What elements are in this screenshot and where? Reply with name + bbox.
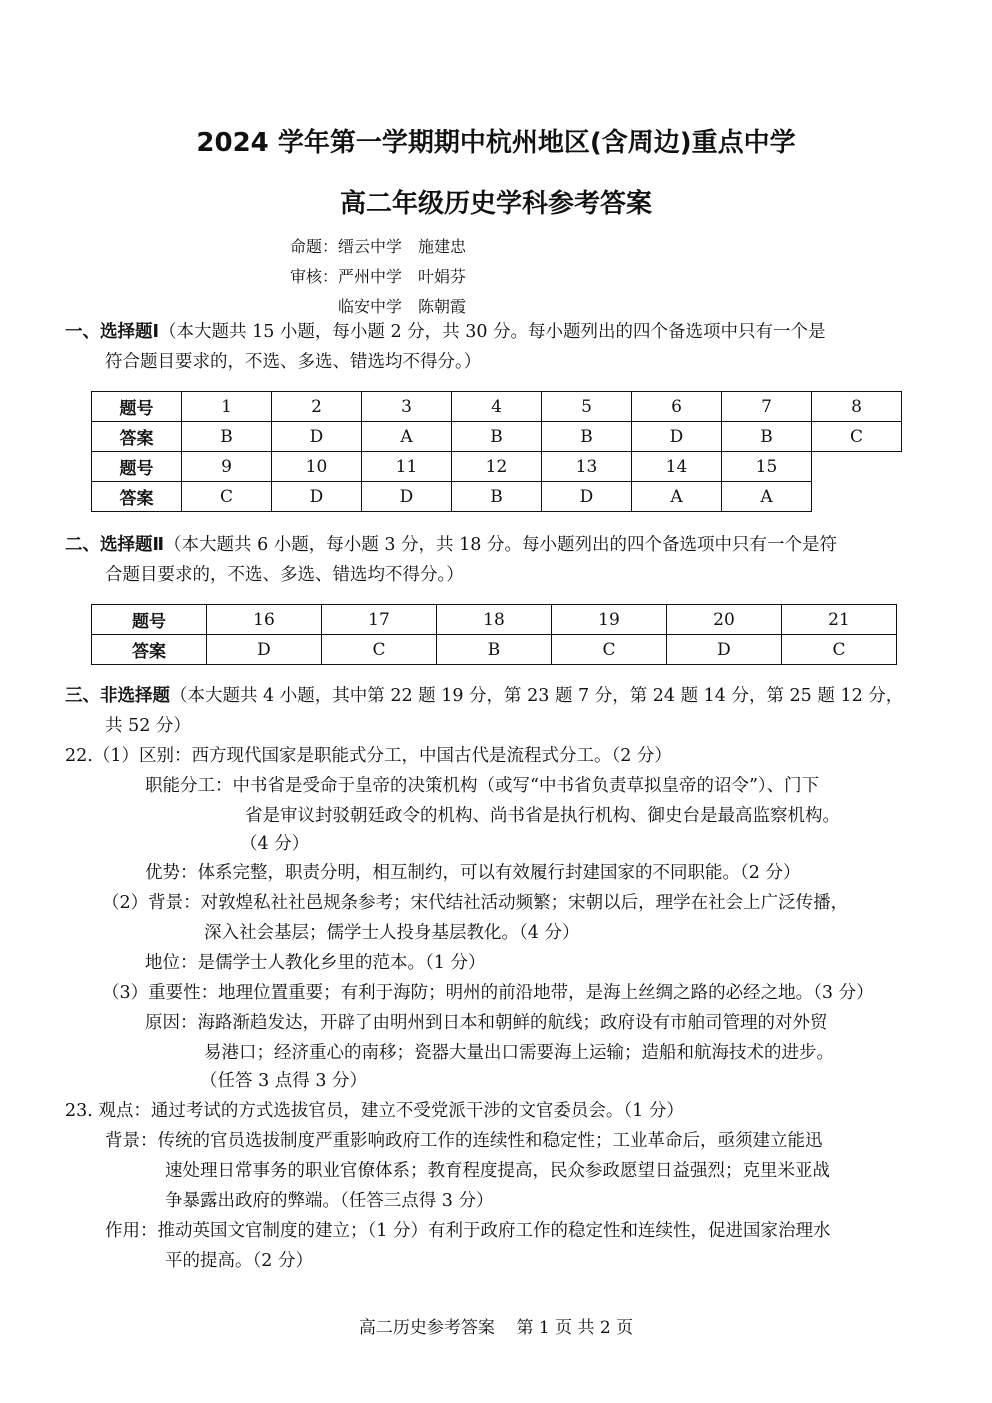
q23-line: 争暴露出政府的弊端。（任答三点得 3 分） [165,1191,494,1211]
credit-role: 审核： [290,267,339,286]
table-label: 题号 [92,452,182,482]
table-cell: 20 [667,605,782,635]
q22-line: 地位：是儒学士人教化乡里的范本。（1 分） [145,953,486,973]
section1-desc: （本大题共 15 小题，每小题 2 分，共 30 分。每小题列出的四个备选项中只有一个是 [159,322,826,342]
table-cell: C [812,422,902,452]
table-cell: D [632,422,722,452]
q22-line: 优势：体系完整，职责分明，相互制约，可以有效履行封建国家的不同职能。（2 分） [145,863,801,883]
table-cell: D [542,482,632,512]
table-cell: B [437,635,552,665]
credits [290,232,466,322]
table-empty-cell [812,452,902,482]
table-cell: A [632,482,722,512]
table-cell: 6 [632,392,722,422]
q22-line: 深入社会基层；儒学士人投身基层教化。（4 分） [204,923,580,943]
table-label: 答案 [92,422,182,452]
q23-line: 作用：推动英国文官制度的建立；（1 分）有利于政府工作的稳定性和连续性，促进国家治理水 [105,1221,831,1241]
table-cell: 5 [542,392,632,422]
table-cell: 19 [552,605,667,635]
q23-line: 23. 观点：通过考试的方式选拔官员，建立不受党派干涉的文官委员会。（1 分） [65,1101,684,1121]
table-cell: D [272,482,362,512]
table-row [92,452,902,482]
page-footer: 高二历史参考答案 第 1 页 共 2 页 [358,1318,634,1338]
q22-line: 职能分工：中书省是受命于皇帝的决策机构（或写“中书省负责草拟皇帝的诏令”）、门下 [145,776,820,796]
q22-line: 省是审议封驳朝廷政令的机构、尚书省是执行机构、御史台是最高监察机构。 [245,806,840,826]
answer-table-2 [91,604,897,665]
q22-line: 原因：海路渐趋发达，开辟了由明州到日本和朝鲜的航线；政府设有市舶司管理的对外贸 [145,1013,828,1033]
page-subtitle: 高二年级历史学科参考答案 [339,189,652,219]
table-label: 答案 [92,482,182,512]
section2-heading [65,530,837,560]
table-cell: D [207,635,322,665]
table-cell: C [782,635,897,665]
section1-heading [65,317,826,347]
q22-line: （任答 3 点得 3 分） [200,1071,368,1091]
table-cell: 8 [812,392,902,422]
table-cell: 13 [542,452,632,482]
section1-desc-cont: 符合题目要求的，不选、多选、错选均不得分。） [105,352,482,372]
section2-title: 二、选择题Ⅱ [65,535,165,555]
credit-school: 严州中学 [338,267,403,286]
q23-line: 平的提高。（2 分） [165,1251,313,1271]
credit-row [290,262,466,292]
table-empty-cell [812,482,902,512]
table-cell: 15 [722,452,812,482]
credit-school: 缙云中学 [338,237,403,256]
table-label: 答案 [92,635,207,665]
section2-desc-cont: 合题目要求的，不选、多选、错选均不得分。） [105,565,464,585]
table-row [92,605,897,635]
table-cell: 3 [362,392,452,422]
table-cell: C [552,635,667,665]
table-cell: 14 [632,452,722,482]
table-cell: 1 [182,392,272,422]
section3-heading [65,681,903,711]
credit-row [290,232,466,262]
table-cell: B [722,422,812,452]
table-row [92,635,897,665]
table-cell: 9 [182,452,272,482]
table-cell: 17 [322,605,437,635]
table-cell: A [722,482,812,512]
table-cell: A [362,422,452,452]
table-cell: B [542,422,632,452]
section3-desc-cont: 共 52 分） [105,716,191,736]
table-cell: 2 [272,392,362,422]
credit-name: 施建忠 [418,237,467,256]
table-cell: D [272,422,362,452]
q22-line: （3）重要性：地理位置重要；有利于海防；明州的前沿地带，是海上丝绸之路的必经之地。（3 分） [102,983,874,1003]
credit-role: 命题： [290,237,339,256]
table-cell: 16 [207,605,322,635]
table-cell: 7 [722,392,812,422]
table-cell: 18 [437,605,552,635]
table-cell: C [182,482,272,512]
q22-line: （2）背景：对敦煌私社社邑规条参考；宋代结社活动频繁；宋朝以后，理学在社会上广泛传播， [102,893,849,913]
q22-line: （4 分） [240,834,310,854]
q22-line: 22.（1）区别：西方现代国家是职能式分工，中国古代是流程式分工。（2 分） [65,746,672,766]
answer-table-1 [91,391,902,512]
table-row [92,422,902,452]
table-cell: 4 [452,392,542,422]
table-label: 题号 [92,392,182,422]
table-row [92,392,902,422]
q23-line: 背景：传统的官员选拔制度严重影响政府工作的连续性和稳定性；工业革命后，亟须建立能迅 [105,1131,823,1151]
page-title: 2024 学年第一学期期中杭州地区(含周边)重点中学 [196,128,796,158]
table-row [92,482,902,512]
section1-title: 一、选择题Ⅰ [65,322,160,342]
credit-name: 叶娟芬 [418,267,467,286]
table-cell: B [452,422,542,452]
q22-line: 易港口；经济重心的南移；瓷器大量出口需要海上运输；造船和航海技术的进步。 [204,1043,834,1063]
section2-desc: （本大题共 6 小题，每小题 3 分，共 18 分。每小题列出的四个备选项中只有一个是符 [164,535,837,555]
table-cell: B [182,422,272,452]
table-cell: 11 [362,452,452,482]
table-label: 题号 [92,605,207,635]
section3-desc: （本大题共 4 小题，其中第 22 题 19 分，第 23 题 7 分，第 24 题 14 分，第 25 题 12 分， [170,686,904,706]
table-cell: 12 [452,452,542,482]
table-cell: C [322,635,437,665]
credit-name: 陈朝霞 [418,297,467,316]
q23-line: 速处理日常事务的职业官僚体系；教育程度提高，民众参政愿望日益强烈；克里米亚战 [165,1161,830,1181]
table-cell: D [667,635,782,665]
table-cell: 10 [272,452,362,482]
table-cell: B [452,482,542,512]
table-cell: 21 [782,605,897,635]
section3-title: 三、非选择题 [65,686,170,706]
table-cell: D [362,482,452,512]
credit-school: 临安中学 [338,297,403,316]
